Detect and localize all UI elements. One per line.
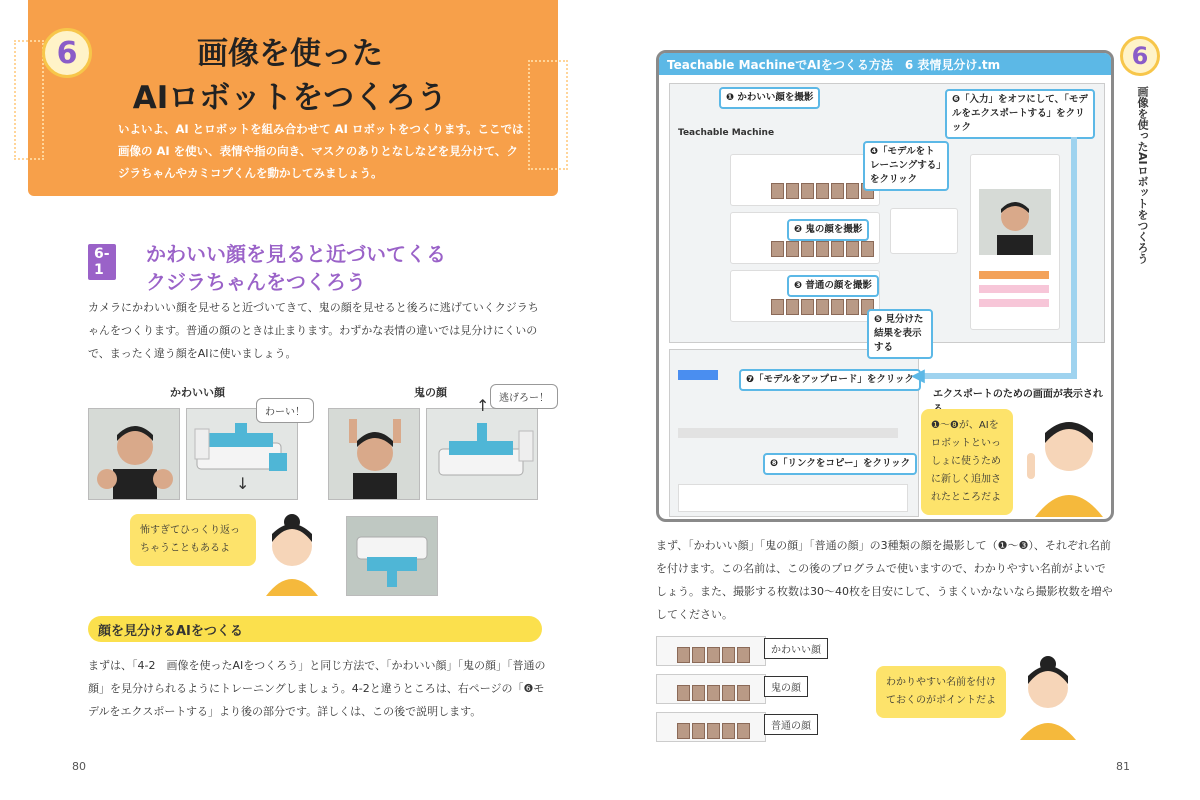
mini-thumbnails-1 xyxy=(677,647,750,663)
training-panel xyxy=(890,208,958,254)
webcam-preview-icon xyxy=(979,189,1051,255)
chapter-intro: いよいよ、AI とロボットを組み合わせて AI ロボットをつくります。ここでは画像の AI を使い、表情や指の向き、マスクのありとなしなどを見分けて、クジラちゃんやカミコプくんを動かしてみましょう。 xyxy=(118,122,524,180)
naming-paragraph: まず、「かわいい顔」「鬼の顔」「普通の顔」の3種類の顔を撮影して（❶〜❸）、それぞれ名前を付けます。この名前は、この後のプログラムで使いますので、わかりやすい名前がよいでしょう。また、撮影する枚数は30〜40枚を目安にして、うまくいかないなら撮影枚数を増やしてください。 xyxy=(656,539,1113,621)
speech-bubble-cute: わーい！ xyxy=(256,398,314,423)
link-field xyxy=(678,428,898,438)
speech-bubble-oni: 逃げろー！ xyxy=(490,384,558,409)
callout-step7: ❼「モデルをアップロード」をクリック xyxy=(739,369,921,391)
photo-robot-backward xyxy=(426,408,538,500)
class2-thumbnails xyxy=(771,241,874,257)
intro-paragraph: カメラにかわいい顔を見せると近づいてきて、鬼の顔を見せると後ろに逃げていくクジラちゃんをつくります。普通の顔のときは止まります。わずかな表情の違いでは見分けにくいので、まったく違う顔をAIに使いましょう。 xyxy=(88,301,539,360)
photo-oni-face xyxy=(328,408,420,500)
mini-thumbnails-3 xyxy=(677,723,750,739)
note-bubble-flip: 怖すぎてひっくり返っちゃうこともあるよ xyxy=(130,514,256,566)
chapter-title-line1: 画像を使った xyxy=(197,36,383,72)
callout-step6: ❻「入力」をオフにして、「モデルをエクスポートする」をクリック xyxy=(945,89,1095,139)
note-bubble-new-steps: ❶〜❽が、AIをロボットといっしょに使うために新しく追加されたところだよ xyxy=(921,409,1013,515)
whale-robot-flipped-icon xyxy=(347,517,438,596)
section-title-line1: かわいい顔を見ると近づいてくる xyxy=(146,242,446,266)
callout-step1: ❶ かわいい顔を撮影 xyxy=(719,87,820,109)
note-bubble-names: わかりやすい名前を付けておくのがポイントだよ xyxy=(876,666,1006,718)
callout-step4: ❹「モデルをトレーニングする」をクリック xyxy=(863,141,949,191)
girl-character-icon xyxy=(262,512,322,596)
person-smiling-icon xyxy=(89,409,180,500)
preview-panel xyxy=(970,154,1060,330)
class-name-box-1: かわいい顔 xyxy=(764,638,828,659)
result-bar-2 xyxy=(979,285,1049,293)
arrow-left-icon: ◀ xyxy=(911,365,925,386)
chapter-number-badge: 6 xyxy=(42,28,92,78)
mini-class-card-1 xyxy=(656,636,766,666)
whale-robot-icon xyxy=(427,409,538,500)
chapter-title-line2: AIロボットをつくろう xyxy=(132,80,448,116)
figure-header: Teachable MachineでAIをつくる方法 6 表情見分け.tm xyxy=(659,53,1111,75)
caption-cute-face: かわいい顔 xyxy=(170,386,225,399)
page-number-left: 80 xyxy=(72,760,86,773)
result-bar-1 xyxy=(979,271,1049,279)
subheading-build-ai: 顔を見分けるAIをつくる xyxy=(88,616,542,642)
vertical-chapter-title: 画像を使ったAIロボットをつくろう xyxy=(1136,86,1149,264)
section-number: 6-1 xyxy=(88,244,116,280)
right-page xyxy=(600,0,1200,800)
chapter-title xyxy=(130,32,450,120)
class-card-1 xyxy=(730,154,880,206)
code-snippet xyxy=(678,484,908,512)
arrow-up-icon: ↑ xyxy=(476,396,490,415)
page-number-right: 81 xyxy=(1116,760,1130,773)
person-oni-icon xyxy=(329,409,420,500)
class-name-box-2: 鬼の顔 xyxy=(764,676,808,697)
mini-class-card-3 xyxy=(656,712,766,742)
mini-thumbnails-2 xyxy=(677,685,750,701)
boy-character-icon xyxy=(1021,413,1107,517)
upload-tab xyxy=(678,370,718,380)
callout-step2: ❷ 鬼の顔を撮影 xyxy=(787,219,869,241)
flow-arrow-vertical xyxy=(1071,137,1077,377)
arrow-down-icon: ↓ xyxy=(236,474,250,493)
teachable-machine-figure xyxy=(656,50,1114,522)
flow-arrow-horizontal xyxy=(921,373,1077,379)
training-paragraph: まずは、「4-2 画像を使ったAIをつくろう」と同じ方法で、「かわいい顔」「鬼の顔」「普通の顔」を見分けられるようにトレーニングしましょう。4-2と違うところは、右ページの「❻モデルをエクスポートする」より後の部分です。詳しくは、この後で説明します。 xyxy=(88,659,546,718)
callout-step5: ❺ 見分けた結果を表示する xyxy=(867,309,933,359)
girl-character-icon xyxy=(1016,654,1080,740)
section-title xyxy=(146,240,506,296)
export-screen-label: エクスポートのための画面が表示され xyxy=(933,389,1103,400)
photo-cute-face xyxy=(88,408,180,500)
result-bar-3 xyxy=(979,299,1049,307)
class3-thumbnails xyxy=(771,299,874,315)
callout-step8: ❽「リンクをコピー」をクリック xyxy=(763,453,917,475)
mini-class-card-2 xyxy=(656,674,766,704)
chapter-number-badge-small: 6 xyxy=(1120,36,1160,76)
callout-step3: ❸ 普通の顔を撮影 xyxy=(787,275,879,297)
caption-oni-face: 鬼の顔 xyxy=(414,386,447,399)
class1-thumbnails xyxy=(771,183,874,199)
section-title-line2: クジラちゃんをつくろう xyxy=(146,270,366,294)
photo-robot-flipped xyxy=(346,516,438,596)
tm-app-name: Teachable Machine xyxy=(678,128,775,138)
class-name-box-3: 普通の顔 xyxy=(764,714,818,735)
